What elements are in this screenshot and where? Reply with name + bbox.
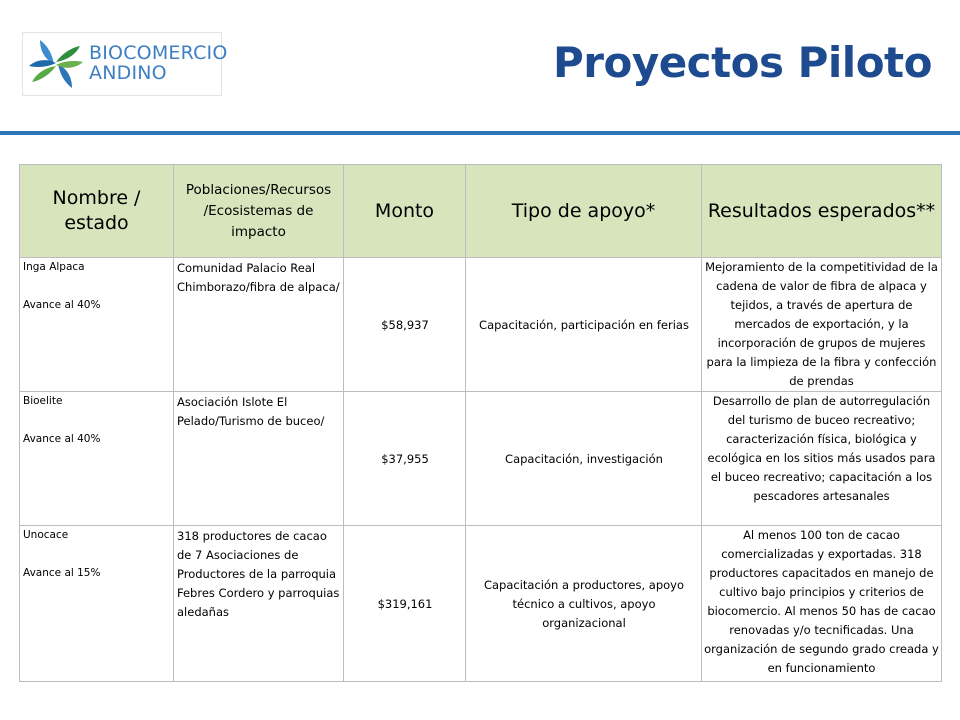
header-resultados: Resultados esperados**	[702, 165, 942, 258]
results-cell: Al menos 100 ton de cacao comercializadas y exportadas. 318 productores capacitados en manejo de cultivo bajo principios y criterios de biocomercio. Al menos 50 has de cacao renovadas y/o tecnificadas. Una organización de segundo grado creada y en funcionamiento	[702, 526, 942, 682]
logo-text	[89, 43, 228, 83]
page-title: Proyectos Piloto	[552, 38, 932, 87]
project-status: Avance al 15%	[23, 567, 101, 579]
project-cell	[20, 258, 174, 392]
header-tipo-apoyo: Tipo de apoyo*	[466, 165, 702, 258]
logo-line1: BIOCOMERCIO	[89, 42, 228, 64]
project-name: Inga Alpaca	[23, 261, 85, 273]
header-monto: Monto	[344, 165, 466, 258]
biocomercio-logo	[22, 32, 228, 96]
results-cell: Desarrollo de plan de autorregulación del turismo de buceo recreativo; caracterización física, biológica y ecológica en los sitios más usados para el buceo recreativo; capacitación a los pescadores artesanales	[702, 392, 942, 526]
table-header-row	[20, 165, 942, 258]
population-cell: Comunidad Palacio Real Chimborazo/fibra de alpaca/	[174, 258, 344, 392]
table-row	[20, 392, 942, 526]
amount-cell: $58,937	[344, 258, 466, 392]
amount-cell: $319,161	[344, 526, 466, 682]
logo-line2: ANDINO	[89, 62, 167, 84]
projects-table	[19, 164, 942, 682]
header-poblaciones: Poblaciones/Recursos /Ecosistemas de impacto	[174, 165, 344, 258]
table-row	[20, 526, 942, 682]
project-status: Avance al 40%	[23, 299, 101, 311]
project-name: Bioelite	[23, 395, 63, 407]
project-status: Avance al 40%	[23, 433, 101, 445]
table-row	[20, 258, 942, 392]
support-cell: Capacitación, investigación	[466, 392, 702, 526]
amount-cell: $37,955	[344, 392, 466, 526]
project-cell	[20, 392, 174, 526]
title-divider	[0, 131, 960, 135]
leaf-star-icon	[27, 37, 85, 91]
header-nombre: Nombre / estado	[20, 165, 174, 258]
population-cell: Asociación Islote El Pelado/Turismo de buceo/	[174, 392, 344, 526]
project-cell	[20, 526, 174, 682]
project-name: Unocace	[23, 529, 69, 541]
support-cell: Capacitación, participación en ferias	[466, 258, 702, 392]
support-cell: Capacitación a productores, apoyo técnico a cultivos, apoyo organizacional	[466, 526, 702, 682]
population-cell: 318 productores de cacao de 7 Asociaciones de Productores de la parroquia Febres Cordero y parroquias aledañas	[174, 526, 344, 682]
results-cell: Mejoramiento de la competitividad de la cadena de valor de fibra de alpaca y tejidos, a través de apertura de mercados de exportación, y la incorporación de grupos de mujeres para la limpieza de la fibra y confección de prendas	[702, 258, 942, 392]
